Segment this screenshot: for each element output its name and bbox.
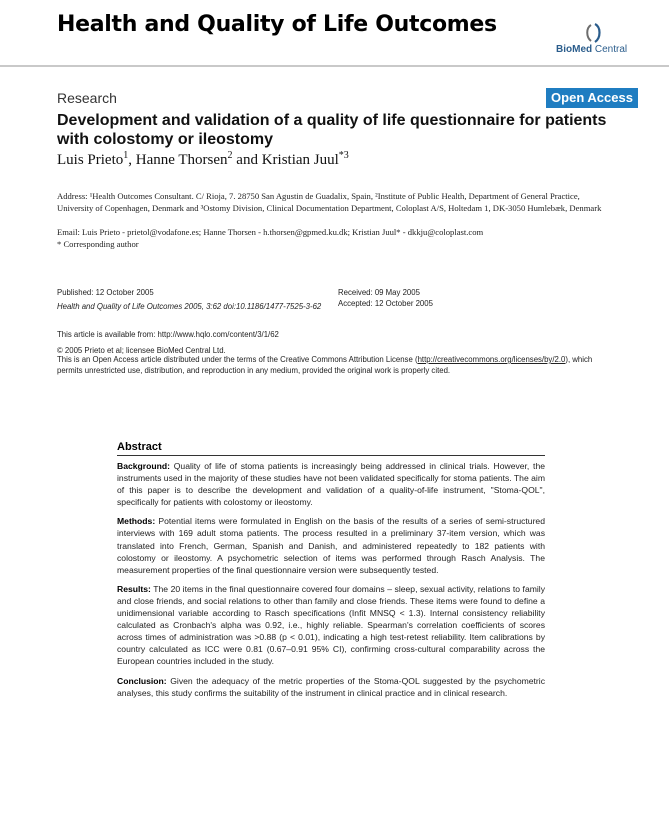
corresponding-author-note: * Corresponding author	[57, 239, 139, 249]
author-list: Luis Prieto$^1$, Hanne Thorsen$^2$ and Kristian Juul$^{*3}$	[57, 150, 349, 168]
abstract-box	[117, 441, 545, 706]
abstract-background: Background: Quality of life of stoma patients is increasingly being addressed in clinical trials. However, the instruments used in the majority of these studies have not been validated specifically for stoma patients. The aim of this paper is to describe the development and validation of a quality-of-life instrument, "Stoma-QOL", specifically for patients with colostomy or ileostomy.	[117, 461, 545, 508]
published-date: Published: 12 October 2005	[57, 288, 154, 297]
publisher-name: BioMed Central	[556, 44, 628, 55]
biomed-central-logo	[552, 22, 642, 62]
section-label: Research	[57, 90, 117, 106]
article-url-note: This article is available from: http://www.hqlo.com/content/3/1/62	[57, 330, 279, 339]
abstract-conclusion: Conclusion: Given the adequacy of the metric properties of the Stoma-QOL suggested by the psychometric analyses, this study confirms the suitability of the instrument in clinical practice and in clinical research.	[117, 675, 545, 698]
author-affiliation: 2	[227, 150, 233, 161]
copyright-notice: © 2005 Prieto et al; licensee BioMed Central Ltd.	[57, 346, 226, 355]
author-name: Hanne Thorsen	[135, 152, 228, 168]
journal-title: Health and Quality of Life Outcomes	[57, 12, 497, 37]
author-name: Kristian Juul	[261, 152, 339, 168]
author-name: Luis Prieto	[57, 152, 124, 168]
author-affiliation: *3	[338, 150, 349, 161]
received-date: Received: 09 May 2005	[338, 288, 420, 297]
license-notice: This is an Open Access article distributed under the terms of the Creative Commons Attribution License (http://creativecommons.org/licenses/by/2.0), which permits unrestricted use, distribution, and reproduction in any medium, provided the original work is properly cited.	[57, 355, 593, 375]
open-access-badge: Open Access	[546, 88, 638, 108]
author-affiliation: 1	[123, 150, 129, 161]
citation: Health and Quality of Life Outcomes 2005, 3:62 doi:10.1186/1477-7525-3-62	[57, 302, 322, 311]
author-addresses: Address: ¹Health Outcomes Consultant. C/ Rioja, 7. 28750 San Agustin de Guadalix, Spain, ²Institute of Public Health, Department of General Practice, University of Copenhagen, Denmark and ³Ostomy Division, Clinical Documentation Department, Coloplast A/S, Holtedam 1, DK-3050 Humlebæk, Denmark	[57, 191, 602, 213]
author-emails: Email: Luis Prieto - prietol@vodafone.es; Hanne Thorsen - h.thorsen@gpmed.ku.dk; Kristian Juul* - dkkju@coloplast.com	[57, 227, 484, 237]
accepted-date: Accepted: 12 October 2005	[338, 299, 433, 308]
abstract-methods: Methods: Potential items were formulated in English on the basis of the results of a series of semi-structured interviews with 169 adult stoma patients. The process resulted in a preliminary 37-item version, which was translated into French, German, Spanish and Danish, and administered repeatedly to 182 patients with colostomy or ileostomy. A psychometric selection of items was performed through Rasch Analysis. The measurement properties of the final questionnaire version were subsequently tested.	[117, 516, 545, 575]
abstract-results: Results: The 20 items in the final questionnaire covered four domains – sleep, sexual activity, relations to family and close friends, and social relations to other than family and close friends. These items were found to define a unidimensional variable according to Rasch specifications (Infit MNSQ < 1.3). Internal consistency reliability calculated as Cronbach's alpha was 0.92, i.e., highly reliable. Spearman's correlation coefficients of scores across times of administration was >0.88 (p < 0.01), indicating a high test-retest reliability. Item calibrations by country calculated as ICC were 0.81 (0.67–0.91 95% CI), confirming cross-cultural comparability across the European countries included in the study.	[117, 583, 545, 667]
abstract-heading: Abstract	[117, 441, 545, 456]
article-title: Development and validation of a quality of life questionnaire for patients with colostomy or ileostomy	[57, 112, 607, 148]
license-link[interactable]: http://creativecommons.org/licenses/by/2.0	[417, 355, 566, 364]
header-divider	[0, 65, 669, 67]
biomed-logo-icon	[582, 22, 606, 44]
